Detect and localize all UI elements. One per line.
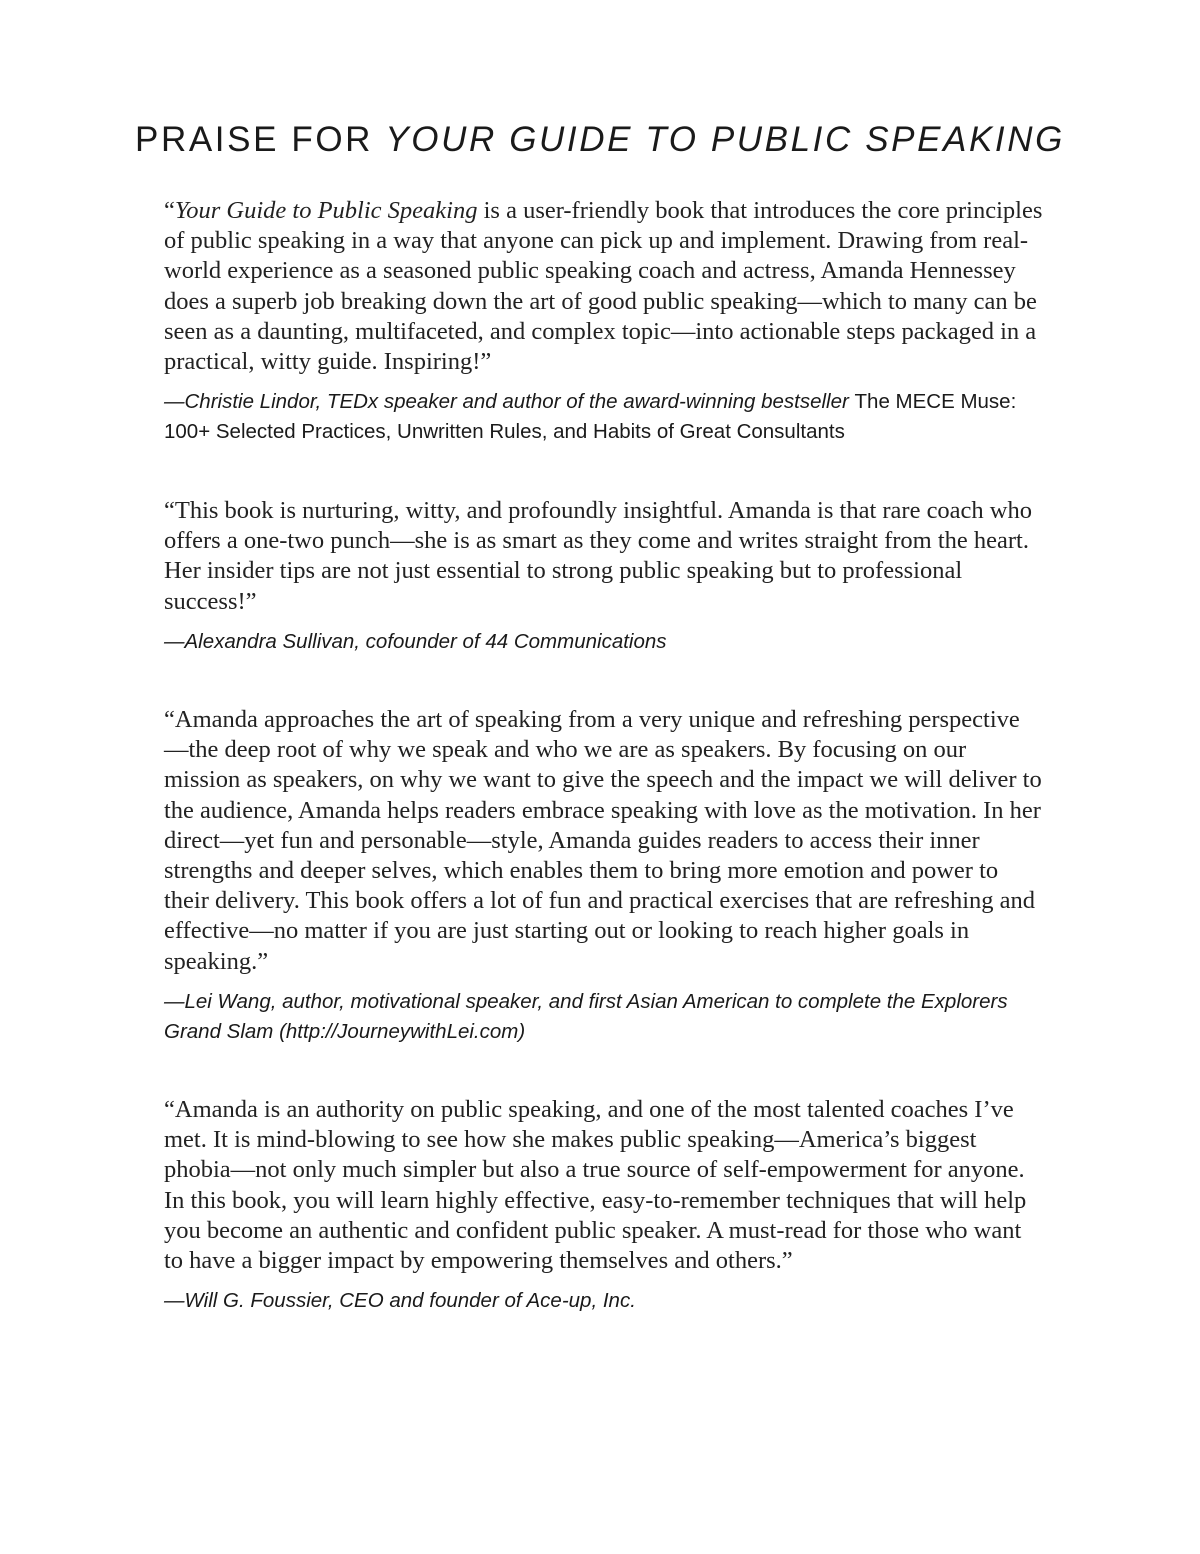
testimonial-2 [164, 496, 1044, 657]
testimonial-quote: “This book is nurturing, witty, and profoundly insightful. Amanda is that rare coach who offers a one-two punch—she is as smart as they come and writes straight from the heart. Her insider tips are not just essential to strong public speaking but to professional success!” [164, 497, 1033, 615]
quote-body: is a user-friendly book that introduces the core principles of public speaking in a way that anyone can pick up and implement. Drawing from real-world experience as a seasoned public speaking coach and actress, Amanda Hennessey does a superb job breaking down the art of good public speaking—which to many can be seen as a daunting, multifaceted, and complex topic—into actionable steps packaged in a practical, witty guide. Inspiring!” [164, 197, 1043, 376]
testimonial-quote [164, 196, 1044, 377]
quote-open-mark: “ [164, 197, 175, 224]
testimonial-3 [164, 705, 1044, 1047]
testimonial-attribution: —Lei Wang, author, motivational speaker, and first Asian American to complete the Explorers Grand Slam (http://JourneywithLei.com) [164, 989, 1008, 1043]
quote-book-title: Your Guide to Public Speaking [174, 197, 478, 224]
heading-book-title: YOUR GUIDE TO PUBLIC SPEAKING [385, 120, 1065, 159]
testimonial-4 [164, 1095, 1044, 1316]
attribution-author: —Christie Lindor, TEDx speaker and author of the award-winning bestseller [164, 390, 855, 414]
testimonial-1 [164, 196, 1044, 447]
testimonial-attribution [164, 387, 1044, 447]
page-heading [0, 120, 1200, 160]
testimonial-quote: “Amanda is an authority on public speaking, and one of the most talented coaches I’ve met. It is mind-blowing to see how she makes public speaking—America’s biggest phobia—not only much simpler but also a true source of self-empowerment for anyone. In this book, you will learn highly effective, easy-to-remember techniques that will help you become an authentic and confident public speaker. A must-read for those who want to have a bigger impact by empowering themselves and others.” [164, 1096, 1027, 1275]
testimonial-attribution: —Alexandra Sullivan, cofounder of 44 Communications [164, 629, 667, 653]
testimonial-attribution: —Will G. Foussier, CEO and founder of Ace-up, Inc. [164, 1289, 636, 1313]
attribution-book-title: The MECE Muse: 100+ Selected Practices, Unwritten Rules, and Habits of Great Consultants [164, 390, 1017, 444]
heading-prefix: PRAISE FOR [135, 120, 386, 159]
testimonial-quote: “Amanda approaches the art of speaking from a very unique and refreshing perspective—the deep root of why we speak and who we are as speakers. By focusing on our mission as speakers, on why we want to give the speech and the impact we will deliver to the audience, Amanda helps readers embrace speaking with love as the motivation. In her direct—yet fun and personable—style, Amanda guides readers to access their inner strengths and deeper selves, which enables them to bring more emotion and power to their delivery. This book offers a lot of fun and practical exercises that are refreshing and effective—no matter if you are just starting out or looking to reach higher goals in speaking.” [164, 706, 1042, 975]
